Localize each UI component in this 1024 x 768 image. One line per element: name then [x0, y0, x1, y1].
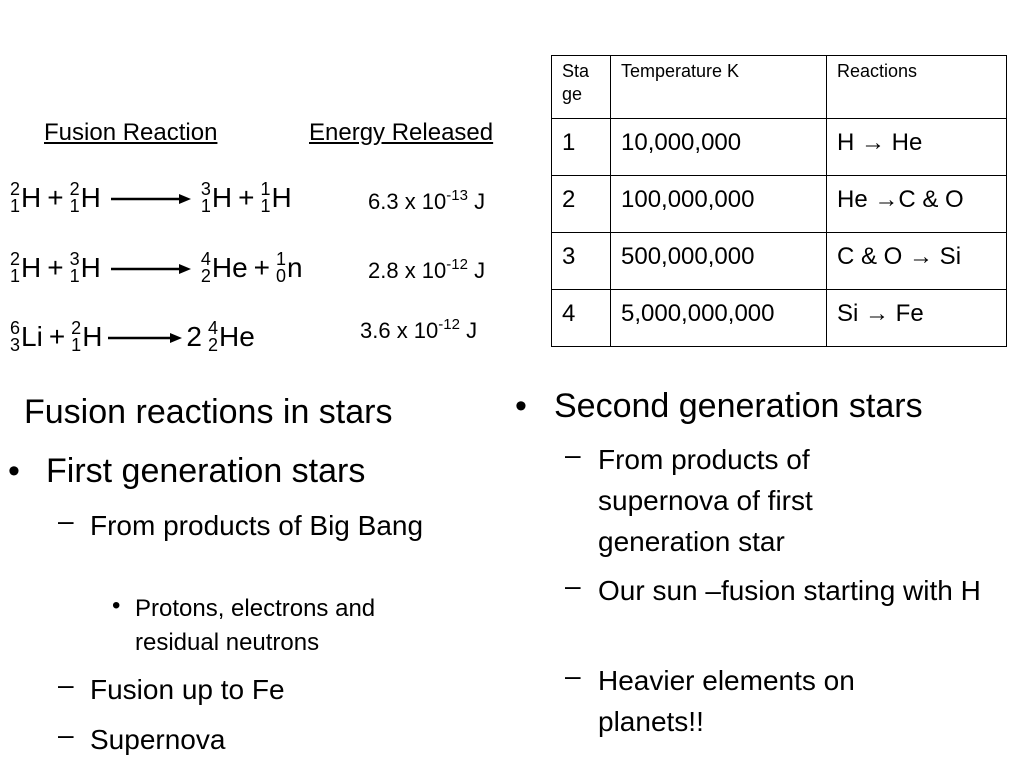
plus-sign: +: [47, 252, 64, 283]
atomic-number: 2: [200, 266, 211, 286]
atomic-number: 1: [200, 196, 211, 216]
element-symbol: n: [287, 252, 303, 283]
mass-number: 2: [69, 179, 80, 199]
dash-icon: –: [58, 505, 74, 536]
element-symbol: H: [21, 252, 42, 283]
temperature-cell: 100,000,000: [611, 176, 827, 233]
energy-unit: J: [459, 318, 478, 343]
table-header-row: [552, 56, 1007, 119]
energy-mantissa: 3.6 x 10: [360, 318, 439, 343]
reaction-3-energy: [360, 318, 477, 344]
element-symbol: H: [80, 182, 101, 213]
energy-mantissa: 2.8 x 10: [368, 258, 447, 283]
plus-sign: +: [238, 182, 255, 213]
mass-number: 1: [276, 249, 287, 269]
nuclide: [208, 320, 255, 354]
mass-number: 3: [200, 179, 211, 199]
atomic-number: 0: [276, 266, 287, 286]
nuclide: [70, 251, 101, 285]
reaction-arrow-icon: [111, 252, 191, 284]
element-symbol: H: [211, 182, 233, 213]
bullet-icon: •: [112, 592, 121, 619]
atomic-number: 2: [208, 335, 219, 355]
reactions-cell: C & O → Si: [827, 233, 1007, 290]
nuclide: [71, 320, 102, 354]
atomic-number: 1: [10, 196, 21, 216]
sub-item-supernova-products: From products of supernova of first generation star: [598, 444, 813, 557]
mass-number: 2: [71, 318, 82, 338]
reaction-2-energy: [368, 258, 485, 284]
reaction-1-energy: [368, 189, 485, 215]
energy-exponent: -12: [446, 256, 468, 273]
nuclide: [10, 181, 41, 215]
atomic-number: 1: [69, 266, 80, 286]
plus-sign: +: [47, 182, 64, 213]
mass-number: 2: [10, 179, 21, 199]
fusion-reaction-header: Fusion Reaction: [44, 119, 218, 146]
dash-icon: –: [58, 669, 74, 700]
stage-cell: 2: [552, 176, 611, 233]
atomic-number: 3: [10, 335, 21, 355]
energy-released-header: Energy Released: [309, 119, 494, 146]
section-title: Fusion reactions in stars: [24, 393, 393, 431]
element-symbol: H: [21, 182, 42, 213]
atomic-number: 1: [260, 196, 271, 216]
table-row: [552, 290, 1007, 347]
energy-unit: J: [467, 258, 486, 283]
reaction-2-equation: [10, 251, 303, 285]
bullet-second-generation: Second generation stars: [554, 387, 923, 425]
table-row: [552, 176, 1007, 233]
plus-sign: +: [253, 252, 271, 283]
table-row: [552, 233, 1007, 290]
element-symbol: H: [80, 252, 101, 283]
stage-cell: 1: [552, 119, 611, 176]
dash-icon: –: [565, 439, 581, 470]
reaction-3-equation: [10, 320, 255, 354]
mass-number: 6: [10, 318, 21, 338]
mass-number: 4: [200, 249, 211, 269]
table-row: [552, 119, 1007, 176]
reaction-1-equation: [10, 181, 292, 215]
dash-icon: –: [58, 719, 74, 750]
sub-item-supernova: Supernova: [90, 724, 226, 755]
mass-number: 2: [10, 249, 21, 269]
element-symbol: He: [211, 252, 248, 283]
coefficient: 2: [186, 321, 202, 352]
mass-number: 4: [208, 318, 219, 338]
element-symbol: H: [82, 321, 103, 352]
atomic-number: 1: [10, 266, 21, 286]
reactions-cell: He →C & O: [827, 176, 1007, 233]
plus-sign: +: [48, 321, 66, 352]
atomic-number: 1: [71, 335, 82, 355]
nuclide: [260, 181, 291, 215]
energy-exponent: -13: [446, 187, 468, 204]
header-cell-temperature: Temperature K: [611, 56, 827, 119]
energy-mantissa: 6.3 x 10: [368, 189, 447, 214]
mass-number: 3: [69, 249, 80, 269]
stage-cell: 3: [552, 233, 611, 290]
element-symbol: Li: [21, 321, 43, 352]
mass-number: 1: [260, 179, 271, 199]
bullet-icon: •: [8, 452, 20, 490]
sub-item-heavier-elements: Heavier elements on planets!!: [598, 665, 855, 737]
nuclide: [201, 181, 232, 215]
energy-exponent: -12: [438, 316, 460, 333]
energy-unit: J: [467, 189, 486, 214]
sub-item-our-sun: Our sun –fusion starting with H: [598, 575, 981, 606]
reactions-cell: Si → Fe: [827, 290, 1007, 347]
element-symbol: He: [219, 321, 255, 352]
nuclide: [10, 251, 41, 285]
nuclide: [10, 320, 43, 354]
nuclide: [276, 251, 303, 285]
sub-item-fusion-fe: Fusion up to Fe: [90, 674, 285, 705]
bullet-first-generation: First generation stars: [46, 452, 366, 490]
temperature-cell: 5,000,000,000: [611, 290, 827, 347]
stage-cell: 4: [552, 290, 611, 347]
stellar-stages-table: [551, 55, 1007, 347]
header-cell-stage: [552, 56, 611, 119]
temperature-cell: 500,000,000: [611, 233, 827, 290]
nuclide: [201, 251, 248, 285]
reaction-arrow-icon: [111, 182, 191, 214]
sub-item-big-bang: From products of Big Bang: [90, 510, 424, 541]
bullet-icon: •: [515, 387, 527, 425]
reactions-cell: H → He: [827, 119, 1007, 176]
sub-sub-item-particles: Protons, electrons and residual neutrons: [135, 595, 376, 656]
atomic-number: 1: [69, 196, 80, 216]
nuclide: [70, 181, 101, 215]
temperature-cell: 10,000,000: [611, 119, 827, 176]
dash-icon: –: [565, 570, 581, 601]
element-symbol: H: [271, 182, 292, 213]
header-label: Sta ge: [562, 61, 590, 104]
reaction-arrow-icon: [108, 321, 182, 353]
dash-icon: –: [565, 660, 581, 691]
header-cell-reactions: Reactions: [827, 56, 1007, 119]
